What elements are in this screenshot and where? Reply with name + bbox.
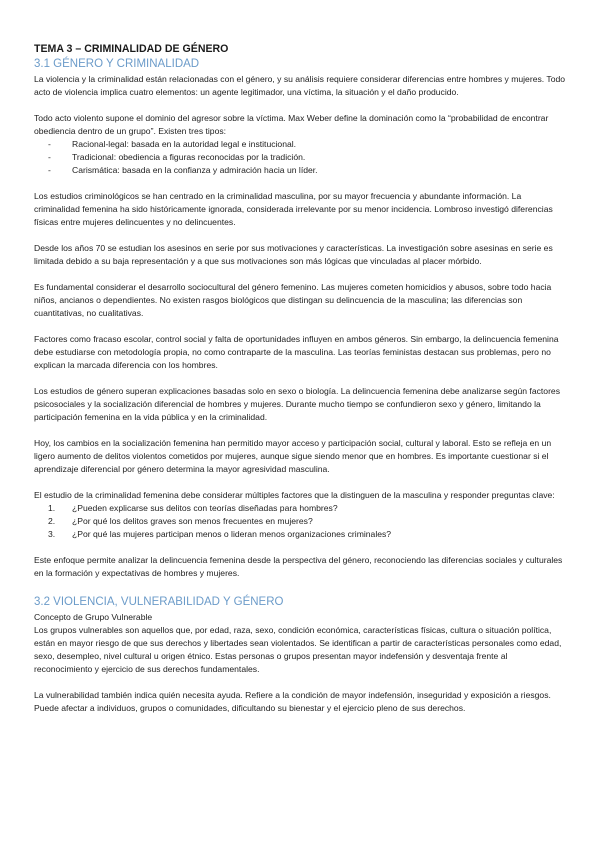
section-heading-3-2: 3.2 VIOLENCIA, VULNERABILIDAD Y GÉNERO xyxy=(34,596,284,608)
list-item: 1. ¿Pueden explicarse sus delitos con teorías diseñadas para hombres? xyxy=(48,503,338,513)
domination-types-list xyxy=(34,138,566,177)
paragraph: Los estudios de género superan explicaciones basadas solo en sexo o biología. La delincuencia femenina debe analizarse según factores psicosociales y la socialización diferencial de hombres y mujeres. Durante mucho tiempo se confundieron sexo y género, limitando la participación femenina en la vida pública y en la criminalidad. xyxy=(34,386,561,422)
paragraph: La vulnerabilidad también indica quién necesita ayuda. Refiere a la condición de mayor indefensión, inseguridad y exposición a riesgos. Puede afectar a individuos, grupos o comunidades, dificultando su bienestar y el ejercicio pleno de sus derechos. xyxy=(34,690,551,713)
key-questions-list xyxy=(34,502,566,541)
dash-bullet: - xyxy=(48,152,51,162)
dash-bullet: - xyxy=(48,139,51,149)
paragraph: La violencia y la criminalidad están relacionadas con el género, y su análisis requiere considerar diferencias entre hombres y mujeres. Todo acto de violencia implica cuatro elementos: un agente legitimador, una víctima, la situación y el daño producido. xyxy=(34,74,566,97)
paragraph: El estudio de la criminalidad femenina debe considerar múltiples factores que la distinguen de la masculina y responder preguntas clave: xyxy=(34,490,555,500)
section-heading-3-1: 3.1 GÉNERO Y CRIMINALIDAD xyxy=(34,58,200,70)
paragraph: Es fundamental considerar el desarrollo sociocultural del género femenino. Las mujeres cometen homicidios y abusos, sobre todo hacia niños, ancianos o dependientes. No existen rasgos biológicos que distingan su delincuencia de la masculina; las diferencias son cuantitativas, no cualitativas. xyxy=(34,282,552,318)
paragraph: Hoy, los cambios en la socialización femenina han permitido mayor acceso y participación social, cultural y laboral. Esto se refleja en un ligero aumento de delitos violentos cometidos por mujeres, aunque sigue siendo menor que en hombres. Es importante cuestionar si el aprendizaje diferencial por género determina la mayor agresividad masculina. xyxy=(34,438,552,474)
paragraph: Desde los años 70 se estudian los asesinos en serie por sus motivaciones y características. La investigación sobre asesinas en serie es limitada debido a su baja representación y a que sus motivaciones son más lógicas que vinculadas al placer mórbido. xyxy=(34,243,553,266)
paragraph: Este enfoque permite analizar la delincuencia femenina desde la perspectiva del género, reconociendo las diferencias sociales y culturales en la formación y expectativas de hombres y mujeres. xyxy=(34,555,563,578)
list-item: 3. ¿Por qué las mujeres participan menos o lideran menos organizaciones criminales? xyxy=(48,529,392,539)
paragraph: Todo acto violento supone el dominio del agresor sobre la víctima. Max Weber define la dominación como la “probabilidad de encontrar obediencia dentro de un grupo”. Existen tres tipos: xyxy=(34,113,549,136)
document-title: TEMA 3 – CRIMINALIDAD DE GÉNERO xyxy=(34,43,229,55)
list-item: - Tradicional: obediencia a figuras reconocidas por la tradición. xyxy=(48,152,306,162)
paragraph: Los estudios criminológicos se han centrado en la criminalidad masculina, por su mayor frecuencia y abundante información. La criminalidad femenina ha sido históricamente ignorada, considerada irrelevante por su menor incidencia. Lombroso investigó diferencias físicas entre mujeres delincuentes y no delincuentes. xyxy=(34,191,553,227)
paragraph: Los grupos vulnerables son aquellos que, por edad, raza, sexo, condición económica, características físicas, cultura o situación política, están en mayor riesgo de que sus derechos y libertades sean violentados. Se identifican a partir de características personales como edad, sexo, desempleo, nivel cultural u origen étnico. Estas personas o grupos presentan mayor indefensión y desventaja frente al reconocimiento y ejercicio de sus derechos fundamentales. xyxy=(34,625,562,674)
list-item: - Racional-legal: basada en la autoridad legal e institucional. xyxy=(48,139,297,149)
dash-bullet: - xyxy=(48,165,51,175)
list-item: 2. ¿Por qué los delitos graves son menos frecuentes en mujeres? xyxy=(48,516,313,526)
paragraph: Factores como fracaso escolar, control social y falta de oportunidades influyen en ambos géneros. Sin embargo, la delincuencia femenina debe estudiarse con metodología propia, no como contraparte de la masculina. Las teorías feministas destacan sus problemas, pero no explican la marcada diferencia con los hombres. xyxy=(34,334,559,370)
subheading: Concepto de Grupo Vulnerable xyxy=(34,612,153,622)
list-item: - Carismática: basada en la confianza y admiración hacia un líder. xyxy=(48,165,318,175)
